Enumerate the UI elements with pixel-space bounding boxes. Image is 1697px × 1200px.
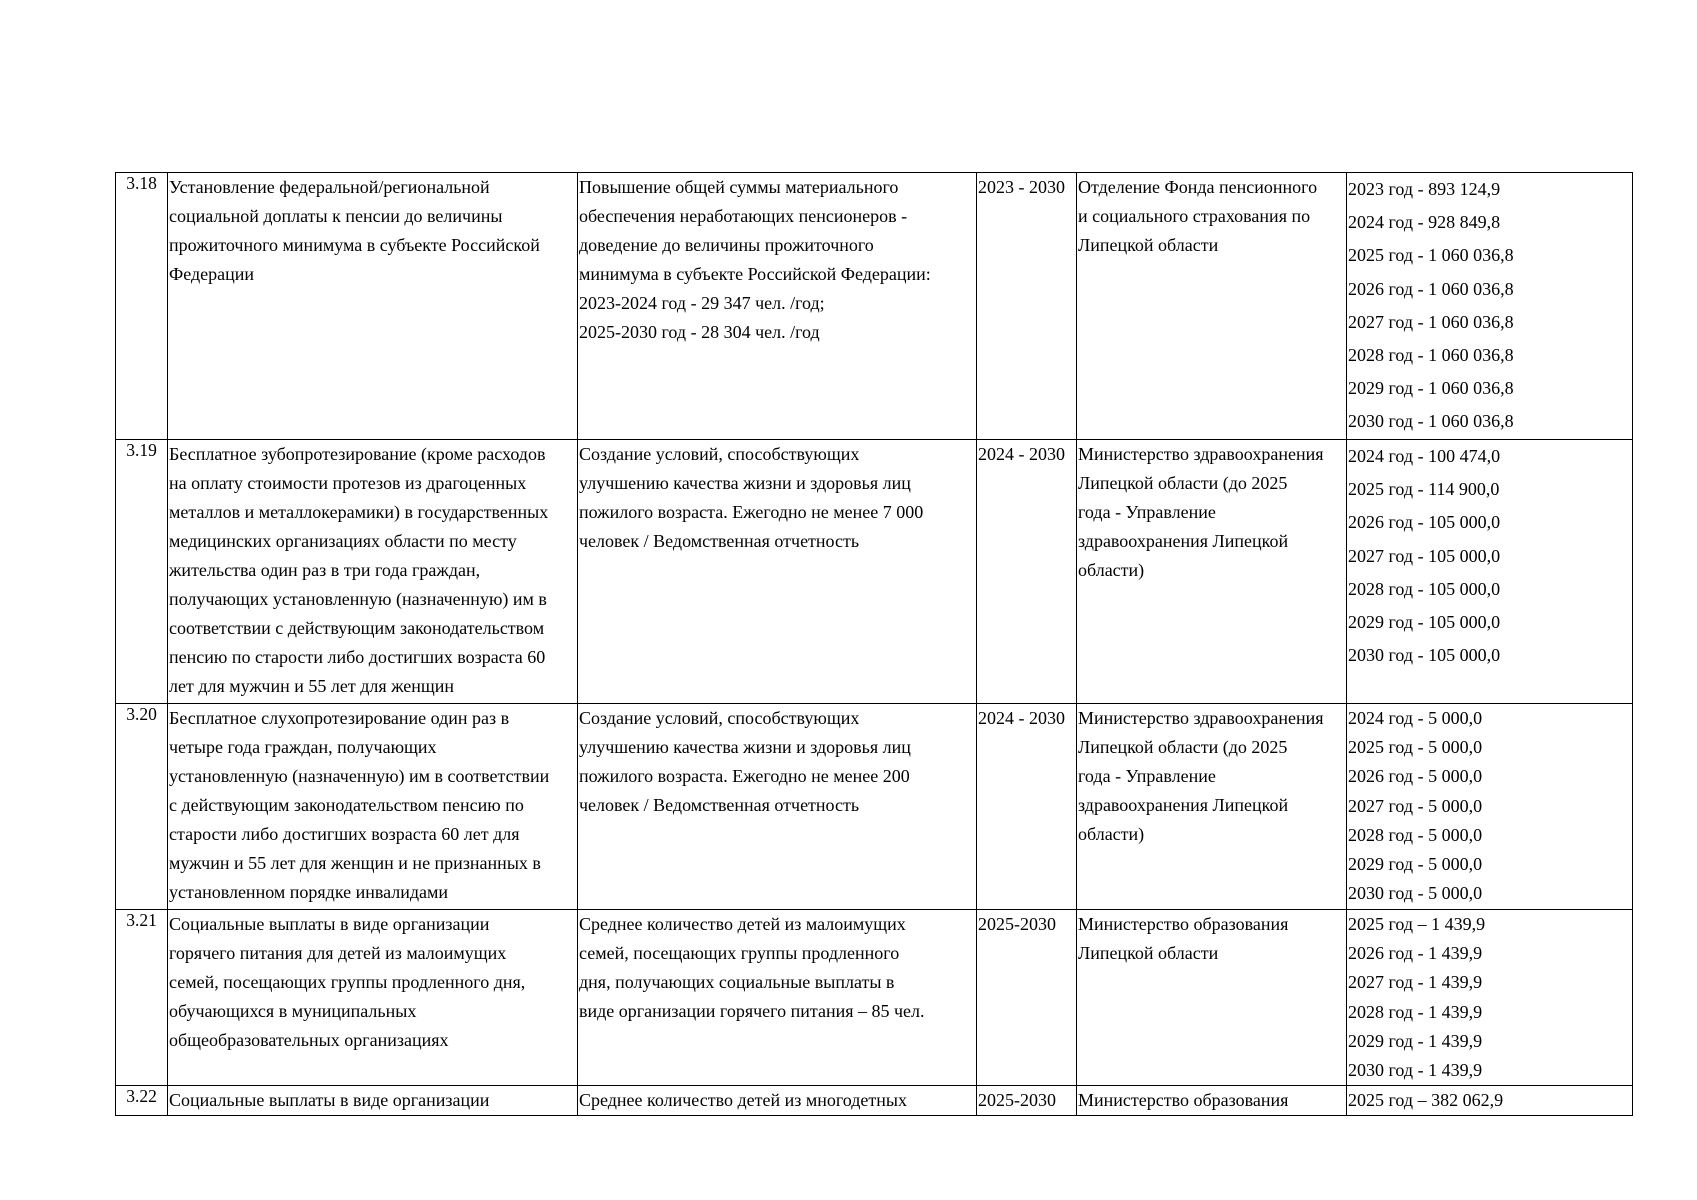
finance-line: 2028 год - 1 439,9 [1348, 1001, 1483, 1022]
executor-line: Липецкой области (до 2025 [1078, 473, 1288, 493]
finance-line: 2030 год - 1 439,9 [1348, 1060, 1483, 1081]
event-line: медицинских организациях области по месту [169, 531, 517, 551]
executor-line: Липецкой области (до 2025 [1078, 737, 1288, 757]
row-number: 3.21 [116, 910, 168, 1086]
finance-line: 2025 год - 114 900,0 [1348, 479, 1500, 500]
result-line: улучшению качества жизни и здоровья лиц [579, 473, 911, 493]
finance-line: 2027 год - 1 060 036,8 [1348, 311, 1514, 332]
event-line: Бесплатное зубопротезирование (кроме расходов [169, 444, 546, 464]
result-line: доведение до величины прожиточного [579, 235, 874, 255]
finance-line: 2029 год - 1 060 036,8 [1348, 378, 1514, 399]
result-line: Среднее количество детей из малоимущих [579, 914, 906, 934]
expected-result-cell [578, 910, 977, 1086]
event-line: пенсию по старости либо достигших возраста 60 [169, 647, 546, 667]
result-line: улучшению качества жизни и здоровья лиц [579, 737, 911, 757]
event-line: Федерации [169, 264, 255, 284]
event-line: старости либо достигших возраста 60 лет для [169, 824, 520, 844]
measure-name-cell [168, 910, 578, 1086]
executor-line: Министерство здравоохранения [1078, 708, 1324, 728]
result-line: человек / Ведомственная отчетность [579, 531, 860, 551]
finance-line: 2026 год - 1 060 036,8 [1348, 278, 1514, 299]
finance-line: 2028 год - 5 000,0 [1348, 824, 1483, 845]
executor-line: Министерство образования [1078, 914, 1289, 934]
finance-line: 2024 год - 928 849,8 [1348, 212, 1501, 233]
finance-line: 2027 год - 5 000,0 [1348, 795, 1483, 816]
event-line: обучающихся в муниципальных [169, 1001, 417, 1021]
event-line: горячего питания для детей из малоимущих [169, 943, 507, 963]
expected-result-cell [578, 1086, 977, 1116]
period-cell: 2025-2030 [977, 1086, 1077, 1116]
executor-line: Липецкой области [1078, 943, 1219, 963]
event-line: четыре года граждан, получающих [169, 737, 437, 757]
executor-line: Липецкой области [1078, 235, 1219, 255]
event-line: Социальные выплаты в виде организации [169, 1090, 490, 1111]
table-row [116, 1086, 1633, 1116]
result-line: пожилого возраста. Ежегодно не менее 7 000 [579, 502, 924, 522]
executor-cell [1077, 440, 1347, 704]
finance-line: 2027 год - 1 439,9 [1348, 972, 1483, 993]
finance-line: 2028 год - 1 060 036,8 [1348, 345, 1514, 366]
event-line: лет для мужчин и 55 лет для женщин [169, 676, 455, 696]
event-line: жительства один раз в три года граждан, [169, 560, 481, 580]
finance-line: 2026 год - 5 000,0 [1348, 766, 1483, 787]
row-number: 3.20 [116, 704, 168, 910]
row-number: 3.18 [116, 173, 168, 440]
executor-line: области) [1078, 560, 1145, 580]
table-row [116, 173, 1633, 440]
event-line: с действующим законодательством пенсию по [169, 795, 524, 815]
financing-cell [1347, 1086, 1633, 1116]
row-number: 3.19 [116, 440, 168, 704]
finance-line: 2024 год - 5 000,0 [1348, 708, 1483, 728]
finance-line: 2030 год - 5 000,0 [1348, 883, 1483, 904]
event-line: социальной доплаты к пенсии до величины [169, 206, 503, 226]
executor-line: Отделение Фонда пенсионного [1078, 177, 1318, 197]
finance-line: 2026 год - 105 000,0 [1348, 512, 1501, 533]
finance-line: 2026 год - 1 439,9 [1348, 943, 1483, 964]
event-line: Установление федеральной/региональной [169, 177, 490, 197]
period-cell: 2024 - 2030 [977, 440, 1077, 704]
finance-line: 2030 год - 105 000,0 [1348, 645, 1501, 666]
result-line: минимума в субъекте Российской Федерации: [579, 264, 931, 284]
result-line: 2025-2030 год - 28 304 чел. /год [579, 322, 820, 342]
program-measures-table [115, 172, 1633, 1116]
table-row [116, 704, 1633, 910]
event-line: установленную (назначенную) им в соответствии [169, 766, 550, 786]
event-line: мужчин и 55 лет для женщин и не признанных в [169, 853, 541, 873]
event-line: получающих установленную (назначенную) им в [169, 589, 547, 609]
executor-line: Министерство образования [1078, 1090, 1289, 1111]
finance-line: 2023 год - 893 124,9 [1348, 179, 1501, 199]
finance-line: 2030 год - 1 060 036,8 [1348, 411, 1514, 432]
expected-result-cell [578, 704, 977, 910]
row-number: 3.22 [116, 1086, 168, 1116]
executor-line: области) [1078, 824, 1145, 844]
financing-cell [1347, 704, 1633, 910]
period-cell: 2023 - 2030 [977, 173, 1077, 440]
result-line: пожилого возраста. Ежегодно не менее 200 [579, 766, 910, 786]
finance-line: 2025 год - 5 000,0 [1348, 737, 1483, 758]
finance-line: 2029 год - 1 439,9 [1348, 1030, 1483, 1051]
result-line: 2023-2024 год - 29 347 чел. /год; [579, 293, 825, 313]
finance-line: 2028 год - 105 000,0 [1348, 578, 1501, 599]
executor-line: здравоохранения Липецкой [1078, 795, 1289, 815]
finance-line: 2029 год - 105 000,0 [1348, 612, 1501, 633]
result-line: семей, посещающих группы продленного [579, 943, 900, 963]
result-line: человек / Ведомственная отчетность [579, 795, 860, 815]
event-line: на оплату стоимости протезов из драгоценных [169, 473, 527, 493]
executor-line: и социального страхования по [1078, 206, 1311, 226]
measure-name-cell [168, 1086, 578, 1116]
executor-cell [1077, 704, 1347, 910]
result-line: Повышение общей суммы материального [579, 177, 899, 197]
event-line: соответствии с действующим законодательством [169, 618, 545, 638]
executor-line: года - Управление [1078, 502, 1216, 522]
event-line: установленном порядке инвалидами [169, 882, 449, 902]
measure-name-cell [168, 704, 578, 910]
expected-result-cell [578, 440, 977, 704]
result-line: Создание условий, способствующих [579, 708, 860, 728]
event-line: Социальные выплаты в виде организации [169, 914, 490, 934]
event-line: металлов и металлокерамики) в государственных [169, 502, 549, 522]
result-line: обеспечения неработающих пенсионеров - [579, 206, 908, 226]
result-line: дня, получающих социальные выплаты в [579, 972, 895, 992]
finance-line: 2024 год - 100 474,0 [1348, 446, 1501, 466]
executor-cell [1077, 173, 1347, 440]
finance-line: 2025 год – 1 439,9 [1348, 914, 1486, 934]
finance-line: 2027 год - 105 000,0 [1348, 545, 1501, 566]
executor-cell [1077, 910, 1347, 1086]
finance-line: 2029 год - 5 000,0 [1348, 854, 1483, 875]
event-line: общеобразовательных организациях [169, 1030, 449, 1050]
financing-cell [1347, 173, 1633, 440]
measure-name-cell [168, 173, 578, 440]
executor-line: года - Управление [1078, 766, 1216, 786]
period-cell: 2024 - 2030 [977, 704, 1077, 910]
event-line: семей, посещающих группы продленного дня, [169, 972, 526, 992]
result-line: Среднее количество детей из многодетных [579, 1090, 908, 1111]
financing-cell [1347, 910, 1633, 1086]
period-cell: 2025-2030 [977, 910, 1077, 1086]
executor-cell [1077, 1086, 1347, 1116]
executor-line: здравоохранения Липецкой [1078, 531, 1289, 551]
result-line: Создание условий, способствующих [579, 444, 860, 464]
table-row [116, 910, 1633, 1086]
result-line: виде организации горячего питания – 85 чел. [579, 1001, 925, 1021]
expected-result-cell [578, 173, 977, 440]
table-row [116, 440, 1633, 704]
finance-line: 2025 год – 382 062,9 [1348, 1090, 1504, 1111]
finance-line: 2025 год - 1 060 036,8 [1348, 245, 1514, 266]
event-line: Бесплатное слухопротезирование один раз в [169, 708, 510, 728]
measure-name-cell [168, 440, 578, 704]
executor-line: Министерство здравоохранения [1078, 444, 1324, 464]
event-line: прожиточного минимума в субъекте Российской [169, 235, 540, 255]
financing-cell [1347, 440, 1633, 704]
